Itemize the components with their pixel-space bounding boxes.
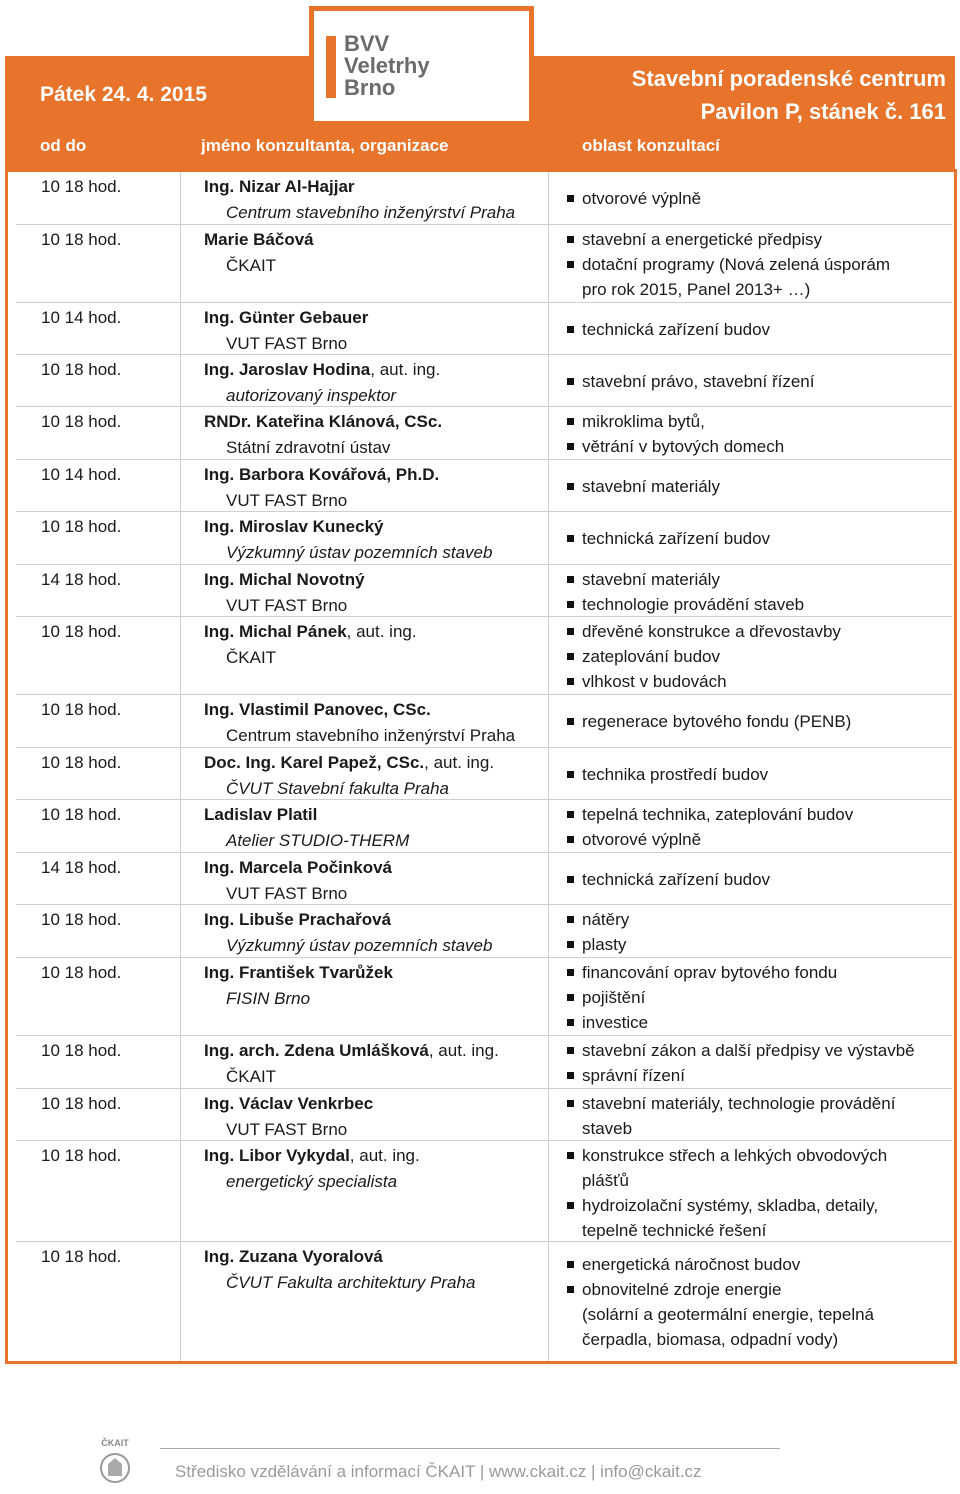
consultant-organization: VUT FAST Brno [226,884,348,903]
svg-text:ČKAIT: ČKAIT [101,1438,129,1448]
consultant-title: , aut. ing. [428,1041,499,1060]
consultant-cell [204,1091,373,1143]
table-row [16,224,952,303]
table-row [16,406,952,460]
consultant-title: , aut. ing. [424,753,495,772]
footer-divider [160,1448,780,1449]
topic-item: obnovitelné zdroje energie [566,1277,958,1302]
topic-item: technická zařízení budov [566,317,958,342]
topic-item: správní řízení [566,1063,958,1088]
topics-cell [566,1252,958,1352]
topic-item: otvorové výplně [566,827,958,852]
topic-item: čerpadla, biomasa, odpadní vody) [582,1330,839,1349]
consultant-organization: autorizovaný inspektor [226,386,397,405]
topic-item: stavební právo, stavební řízení [566,369,958,394]
consultant-cell [204,619,417,671]
consultant-name: Ing. Michal Pánek [204,622,347,641]
topic-item: větrání v bytových domech [566,434,958,459]
topic-item: financování oprav bytového fondu [566,960,958,985]
consultant-organization: Centrum stavebního inženýrství Praha [226,203,516,222]
topics-cell [566,526,958,551]
topics-cell [566,802,958,852]
consultant-name: Ing. Vlastimil Panovec, CSc. [204,700,431,719]
consultant-organization: energetický specialista [226,1172,398,1191]
consultant-organization: Státní zdravotní ústav [226,438,391,457]
topic-item: pro rok 2015, Panel 2013+ …) [582,280,811,299]
table-row [16,1241,952,1362]
table-row [16,459,952,512]
table-row [16,852,952,905]
consultant-organization: ČKAIT [226,648,277,667]
consultant-organization: Výzkumný ústav pozemních staveb [226,936,493,955]
topic-item: stavební a energetické předpisy [566,227,958,252]
consultant-organization: ČVUT Fakulta architektury Praha [226,1273,476,1292]
row-time: 10 18 hod. [41,1041,122,1060]
topics-cell [566,709,958,734]
row-time: 10 18 hod. [41,517,122,536]
row-time: 10 18 hod. [41,910,122,929]
consultant-name: Ladislav Platil [204,805,318,824]
consultant-organization: Centrum stavebního inženýrství Praha [226,726,516,745]
consultant-name: Ing. Michal Novotný [204,570,365,589]
topic-item: vlhkost v budovách [566,669,958,694]
table-row [16,694,952,748]
consultant-name: Ing. Zuzana Vyoralová [204,1247,383,1266]
consultant-name: Doc. Ing. Karel Papež, CSc. [204,753,425,772]
consultant-cell [204,907,492,959]
topics-cell [566,1143,958,1243]
consultant-cell [204,697,515,749]
consultant-name: Ing. Miroslav Kunecký [204,517,384,536]
row-time: 10 18 hod. [41,700,122,719]
topics-cell [566,317,958,342]
venue-title: Stavební poradenské centrum [631,66,946,91]
consultant-name: Ing. Günter Gebauer [204,308,369,327]
topics-cell [566,960,958,1035]
logo-text: BVV Veletrhy Brno [344,31,430,100]
topic-item: plášťů [582,1171,630,1190]
row-time: 10 18 hod. [41,360,122,379]
topic-item: otvorové výplně [566,186,958,211]
consultant-cell [204,1143,420,1195]
consultant-name: Ing. František Tvarůžek [204,963,393,982]
consultant-cell [204,227,314,279]
consultant-cell [204,1244,475,1296]
topics-cell [566,186,958,211]
consultant-cell [204,305,368,357]
topic-item: dřevěné konstrukce a dřevostavby [566,619,958,644]
topics-cell [566,867,958,892]
topic-item: stavební materiály [566,567,958,592]
row-time: 14 18 hod. [41,570,122,589]
topic-item: zateplování budov [566,644,958,669]
row-time: 10 18 hod. [41,1247,122,1266]
topics-cell [566,1091,958,1141]
topic-item: energetická náročnost budov [566,1252,958,1277]
table-row [16,1035,952,1089]
consultant-name: Ing. Jaroslav Hodina [204,360,371,379]
table-row [16,302,952,355]
row-time: 10 18 hod. [41,230,122,249]
ckait-logo-icon [92,1436,138,1486]
consultant-name: Ing. Libor Vykydal [204,1146,350,1165]
consultant-organization: Atelier STUDIO-THERM [226,831,410,850]
consultant-cell [204,750,494,802]
row-time: 10 18 hod. [41,805,122,824]
topic-item: staveb [582,1119,633,1138]
consultant-name: Ing. Barbora Kovářová, Ph.D. [204,465,440,484]
consultant-cell [204,855,392,907]
topic-item: stavební zákon a další předpisy ve výstavbě [566,1038,958,1063]
topics-cell [566,227,958,302]
venue-location: Pavilon P, stánek č. 161 [700,99,946,124]
topics-cell [566,619,958,694]
consultant-name: Marie Báčová [204,230,314,249]
row-time: 14 18 hod. [41,858,122,877]
consultant-organization: VUT FAST Brno [226,491,348,510]
consultant-cell [204,174,515,226]
table-row [16,354,952,407]
topic-item: regenerace bytového fondu (PENB) [566,709,958,734]
table-row [16,957,952,1036]
row-time: 10 18 hod. [41,177,122,196]
consultant-organization: FISIN Brno [226,989,311,1008]
topic-item: pojištění [566,985,958,1010]
topic-item: technika prostředí budov [566,762,958,787]
consultant-title: , aut. ing. [349,1146,420,1165]
table-row [16,616,952,695]
topic-item: technická zařízení budov [566,526,958,551]
column-header-time: od do [40,136,87,155]
topic-item: mikroklima bytů, [566,409,958,434]
topic-item: tepelně technické řešení [582,1221,767,1240]
consultant-organization: VUT FAST Brno [226,596,348,615]
topics-cell [566,907,958,957]
bvv-logo [309,6,534,126]
topic-item: nátěry [566,907,958,932]
topic-item: technologie provádění staveb [566,592,958,617]
row-time: 10 18 hod. [41,1146,122,1165]
footer-text: Středisko vzdělávání a informací ČKAIT | www.ckait.cz | info@ckait.cz [175,1462,702,1481]
topic-item: tepelná technika, zateplování budov [566,802,958,827]
row-time: 10 14 hod. [41,308,122,327]
consultant-organization: ČKAIT [226,1067,277,1086]
consultant-organization: VUT FAST Brno [226,334,348,353]
row-time: 10 14 hod. [41,465,122,484]
row-time: 10 18 hod. [41,412,122,431]
topics-cell [566,1038,958,1088]
column-header-name: jméno konzultanta, organizace [201,136,449,155]
topic-item: investice [566,1010,958,1035]
consultant-organization: ČKAIT [226,256,277,275]
topics-cell [566,567,958,617]
consultant-cell [204,357,440,409]
topics-cell [566,369,958,394]
consultant-cell [204,1038,499,1090]
consultant-name: Ing. Nizar Al-Hajjar [204,177,355,196]
table-row [16,564,952,617]
event-date: Pátek 24. 4. 2015 [40,83,207,106]
table-row [16,799,952,853]
consultant-cell [204,409,442,461]
consultant-cell [204,567,365,619]
topic-item: plasty [566,932,958,957]
topic-item: konstrukce střech a lehkých obvodových [566,1143,958,1168]
consultant-cell [204,802,409,854]
consultant-name: RNDr. Kateřina Klánová, CSc. [204,412,443,431]
row-time: 10 18 hod. [41,753,122,772]
topics-cell [566,762,958,787]
table-row [16,747,952,800]
table-row [16,1140,952,1242]
topic-item: dotační programy (Nová zelená úsporám [566,252,958,277]
table-row [16,1088,952,1141]
topic-item: (solární a geotermální energie, tepelná [582,1305,875,1324]
consultant-cell [204,462,439,514]
consultant-organization: VUT FAST Brno [226,1120,348,1139]
row-time: 10 18 hod. [41,963,122,982]
topic-item: hydroizolační systémy, skladba, detaily, [566,1193,958,1218]
consultant-name: Ing. Václav Venkrbec [204,1094,374,1113]
topic-item: technická zařízení budov [566,867,958,892]
topic-item: stavební materiály [566,474,958,499]
table-row [16,511,952,565]
topics-cell [566,474,958,499]
row-time: 10 18 hod. [41,622,122,641]
table-row [16,904,952,958]
row-time: 10 18 hod. [41,1094,122,1113]
topic-item: stavební materiály, technologie provádění [566,1091,958,1116]
consultant-title: , aut. ing. [346,622,417,641]
consultant-cell [204,514,492,566]
column-header-topic: oblast konzultací [582,136,720,155]
consultant-title: , aut. ing. [370,360,441,379]
consultant-cell [204,960,393,1012]
consultation-table [5,169,957,1364]
consultant-name: Ing. Marcela Počinková [204,858,393,877]
consultant-organization: Výzkumný ústav pozemních staveb [226,543,493,562]
consultant-name: Ing. arch. Zdena Umlášková [204,1041,429,1060]
table-row [16,172,952,224]
logo-mark-icon [326,36,336,98]
consultant-organization: ČVUT Stavební fakulta Praha [226,779,450,798]
consultant-name: Ing. Libuše Prachařová [204,910,392,929]
topics-cell [566,409,958,459]
